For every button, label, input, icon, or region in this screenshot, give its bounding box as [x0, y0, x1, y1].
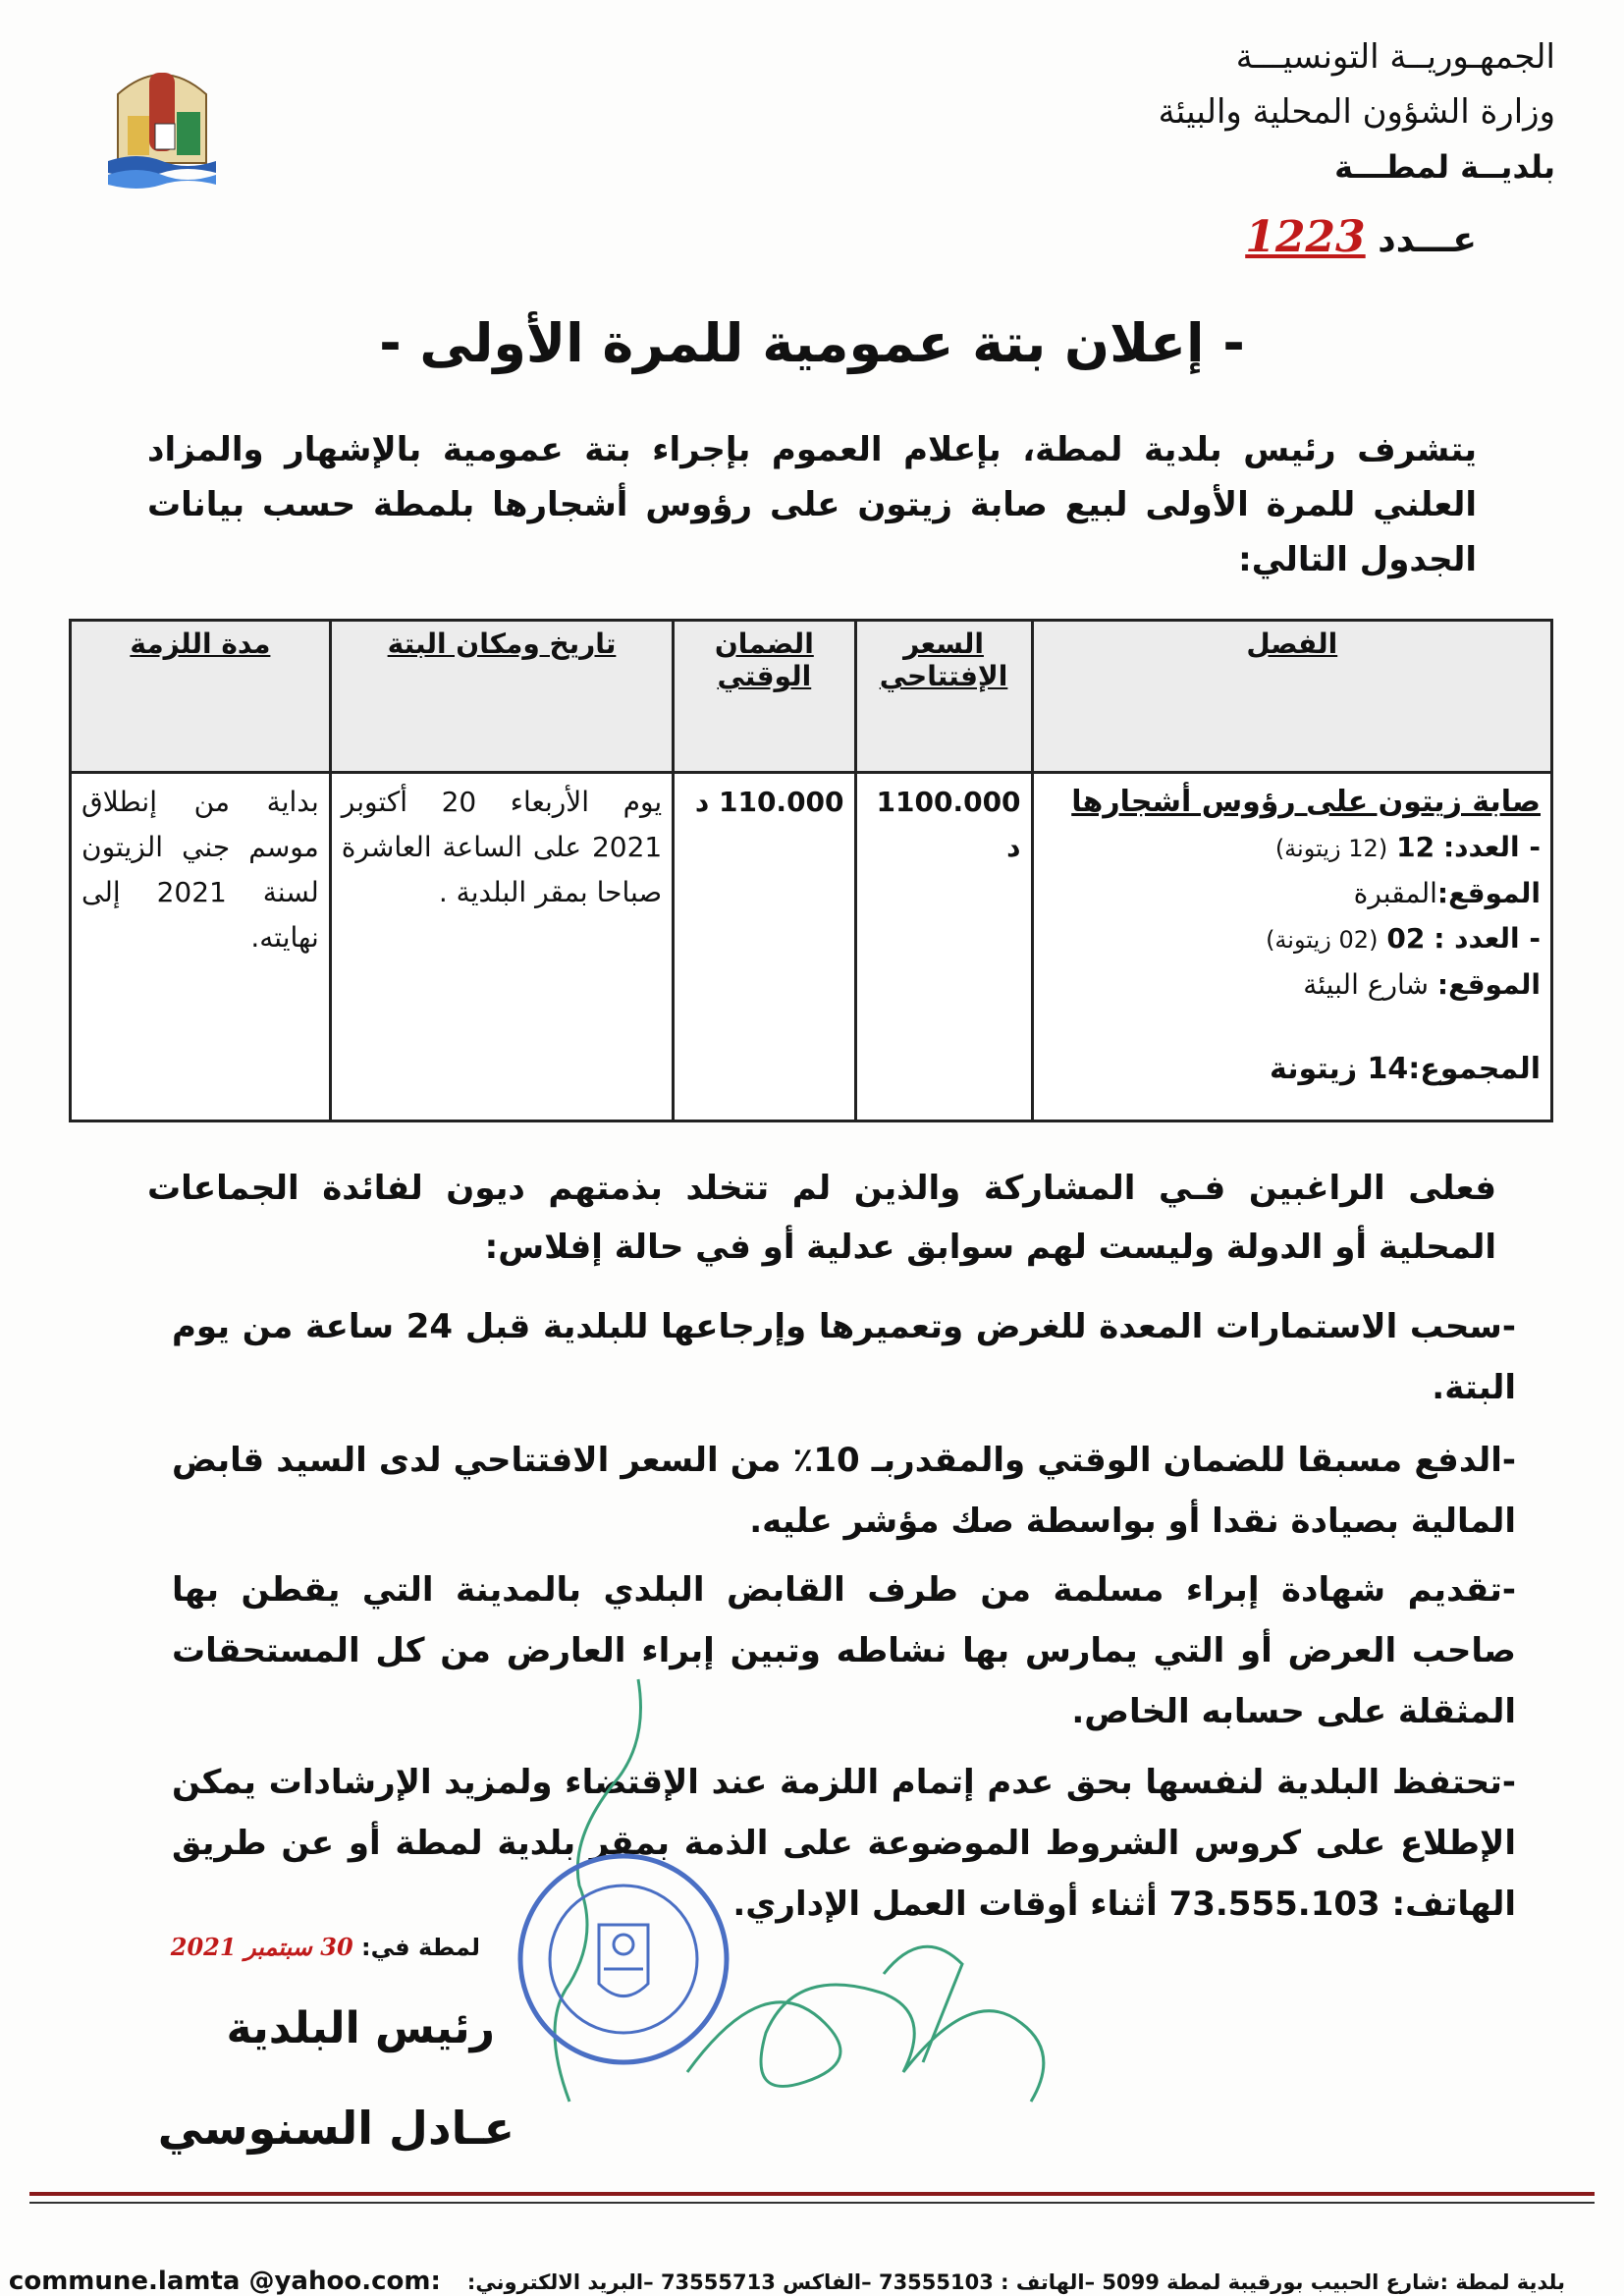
table-header-row — [71, 621, 1552, 773]
site1-line: الموقع:المقبرة — [1353, 877, 1541, 909]
count2-line: - العدد : 02 (02 زيتونة) — [1266, 922, 1541, 955]
municipality-logo-icon — [98, 55, 226, 202]
date-prefix: لمطة في: — [361, 1934, 480, 1961]
footer-divider — [29, 2192, 1595, 2196]
page-title: - إعلان بتة عمومية للمرة الأولى - — [379, 312, 1245, 374]
number-label: عـــدد — [1378, 220, 1477, 260]
header-season: الفصل — [1032, 621, 1551, 773]
eligibility-paragraph: فعلى الراغبين فـي المشاركة والذين لم تتخلد بذمتهم ديون لفائدة الجماعات المحلية أو الدولة وليست لهم سوابق عدلية أو في حالة إفلاس: — [147, 1169, 1496, 1267]
cell-guarantee: 110.000 د — [674, 773, 855, 1121]
republic-line: الجمهـوريــة التونسيـــة — [1235, 37, 1555, 77]
condition-item: -سحب الاستمارات المعدة للغرض وتعميرها وإرجاعها للبلدية قبل 24 ساعة من يوم البتة. — [172, 1307, 1516, 1407]
signature-role: رئيس البلدية — [226, 2003, 495, 2053]
reference-number — [1239, 212, 1477, 262]
count1-line: - العدد: 12 (12 زيتونة) — [1274, 831, 1541, 863]
total-line: المجموع:14 زيتونة — [1270, 1052, 1541, 1086]
footer-email: commune.lamta @yahoo.com: — [8, 2267, 441, 2296]
site2-line: الموقع: شارع البيئة — [1303, 968, 1541, 1001]
footer-address: بلدية لمطة :شارع الحبيب بورقيبة لمطة 5099 –الهاتف : 73555103 –الفاكس 73555713 –البريد الالكتروني: — [466, 2270, 1565, 2294]
cell-duration: بداية من إنطلاق موسم جني الزيتون لسنة 2021 إلى نهايته. — [71, 773, 331, 1121]
date-day: 30 — [320, 1933, 353, 1961]
header-duration: مدة اللزمة — [71, 621, 331, 773]
header-date-place: تاريخ ومكان البتة — [330, 621, 673, 773]
condition-item: -الدفع مسبقا للضمان الوقتي والمقدربـ 10٪ من السعر الافتتاحي لدى السيد قابض المالية بصيادة نقدا أو بواسطة صك مؤشر عليه. — [172, 1441, 1516, 1541]
cell-season — [1032, 773, 1551, 1121]
auction-table — [69, 619, 1553, 1122]
table-row — [71, 773, 1552, 1121]
municipality-line: بلديــة لمطـــة — [1334, 148, 1555, 186]
number-value: 1223 — [1245, 212, 1366, 262]
footer-contact — [9, 2267, 1565, 2296]
document-header — [1005, 29, 1555, 194]
season-title: صابة زيتون على رؤوس أشجارها — [1071, 785, 1541, 819]
date-year: 2021 — [170, 1933, 237, 1961]
date-line — [171, 1933, 480, 1961]
official-stamp-icon — [511, 1846, 736, 2072]
header-guarantee: الضمان الوقتي — [674, 621, 855, 773]
date-month: سبتمبر — [244, 1933, 312, 1961]
signature-name: عـادل السنوسي — [157, 2102, 514, 2155]
intro-paragraph: يتشرف رئيس بلدية لمطة، بإعلام العموم بإجراء بتة عمومية بالإشهار والمزاد العلني للمرة الأولى لبيع صابة زيتون على رؤوس أشجارها بلمطة حسب بيانات الجدول التالي: — [147, 430, 1477, 579]
cell-date-place: يوم الأربعاء 20 أكتوبر 2021 على الساعة العاشرة صباحا بمقر البلدية . — [330, 773, 673, 1121]
footer-divider-thin — [29, 2202, 1595, 2204]
condition-item: -تقديم شهادة إبراء مسلمة من طرف القابض البلدي بالمدينة التي يقطن بها صاحب العرض أو التي يمارس بها نشاطه وتبين إبراء العارض من كل المستحقات المثقلة على حسابه الخاص. — [172, 1570, 1516, 1731]
condition-item: -تحتفظ البلدية لنفسها بحق عدم إتمام اللزمة عند الإقتضاء ولمزيد الإرشادات يمكن الإطلاع على كروس الشروط الموضوعة على الذمة بمقر بلدية لمطة أو عن طريق الهاتف: 73.555.103 أثناء أوقات العمل الإداري. — [172, 1763, 1516, 1924]
cell-price: 1100.000 د — [855, 773, 1032, 1121]
ministry-line: وزارة الشؤون المحلية والبيئة — [1158, 92, 1555, 132]
header-price: السعر الإفتتاحي — [855, 621, 1032, 773]
